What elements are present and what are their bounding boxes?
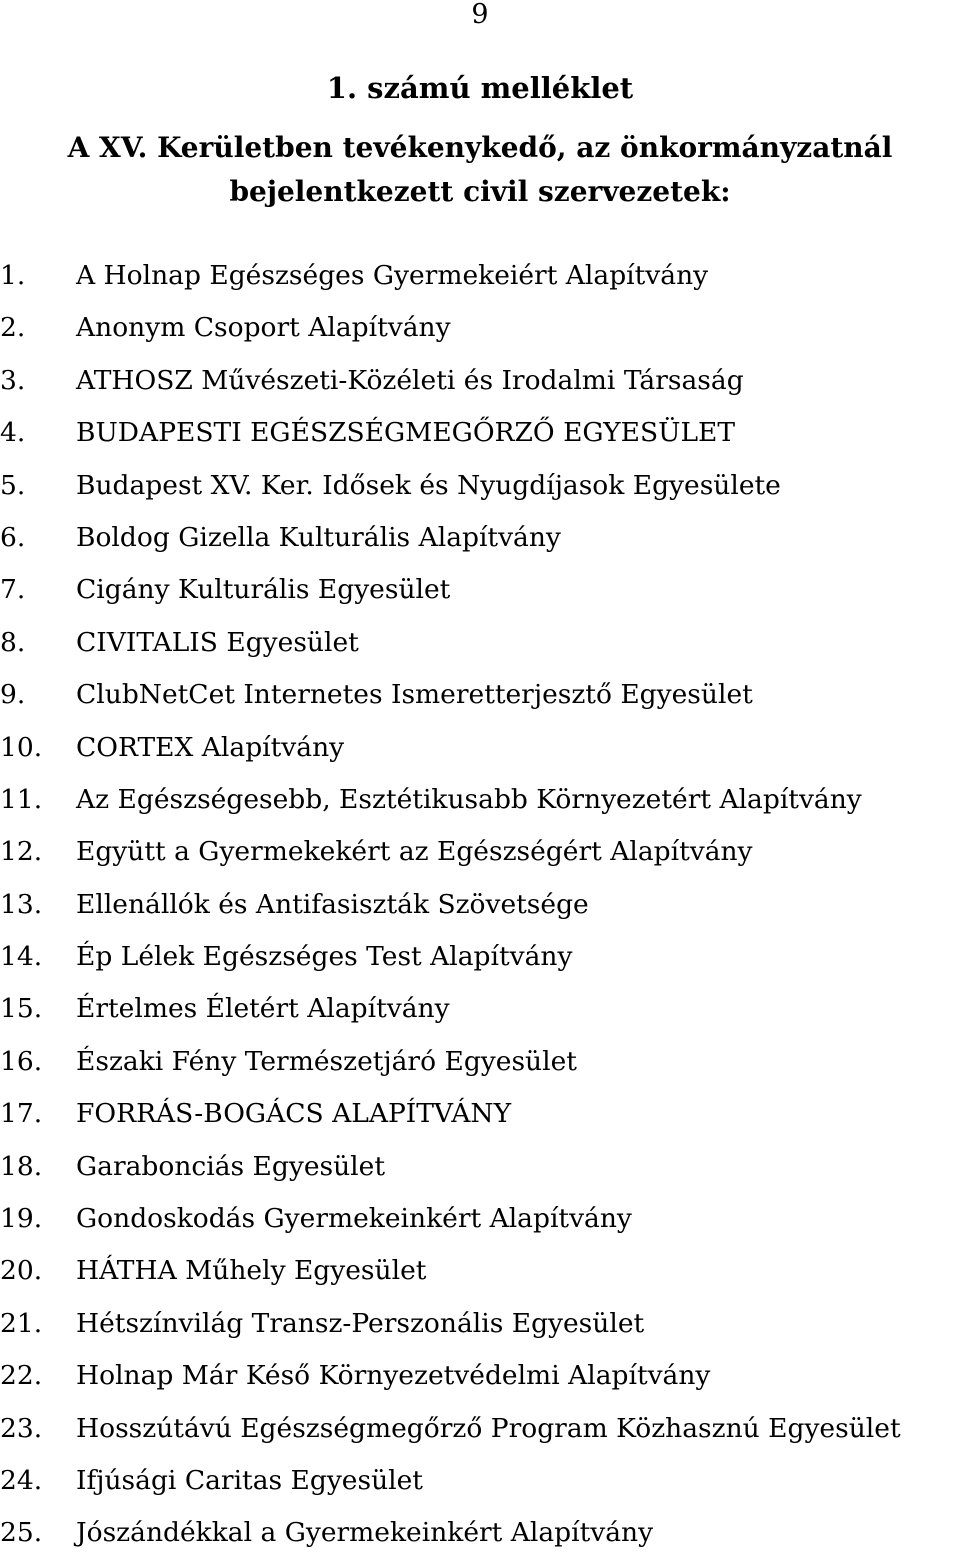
list-item-number: 18.: [0, 1150, 43, 1182]
list-item-name: Anonym Csoport Alapítvány: [76, 312, 451, 344]
list-item-number: 7.: [0, 574, 26, 606]
list-item-number: 2.: [0, 312, 26, 344]
list-item-name: Értelmes Életért Alapítvány: [76, 993, 450, 1025]
list-item-number: 13.: [0, 888, 43, 920]
list-item-number: 9.: [0, 679, 26, 711]
list-item-number: 5.: [0, 469, 26, 501]
list-item-number: 24.: [0, 1464, 43, 1496]
page-number: 9: [471, 0, 489, 30]
list-item-name: BUDAPESTI EGÉSZSÉGMEGŐRZŐ EGYESÜLET: [76, 417, 736, 449]
list-item-number: 15.: [0, 993, 43, 1025]
list-item-name: Budapest XV. Ker. Idősek és Nyugdíjasok Egyesülete: [76, 469, 781, 501]
list-item-number: 12.: [0, 836, 43, 868]
list-item-name: Ép Lélek Egészséges Test Alapítvány: [76, 941, 573, 973]
list-item-number: 19.: [0, 1203, 43, 1235]
list-item-name: ATHOSZ Művészeti-Közéleti és Irodalmi Társaság: [76, 364, 744, 396]
list-item-number: 4.: [0, 417, 26, 449]
list-item: [0, 826, 960, 878]
list-item-name: Hosszútávú Egészségmegőrző Program Közhasznú Egyesület: [76, 1412, 901, 1444]
heading-line: A XV. Kerületben tevékenykedő, az önkormányzatnál: [67, 131, 893, 164]
list-item: [0, 931, 960, 983]
list-item: [0, 1455, 960, 1507]
list-item: [0, 983, 960, 1035]
list-item-number: 23.: [0, 1412, 43, 1444]
list-item-number: 16.: [0, 1045, 43, 1077]
list-item-number: 21.: [0, 1307, 43, 1339]
list-item-name: Ellenállók és Antifasiszták Szövetsége: [76, 888, 589, 920]
list-item-name: Ifjúsági Caritas Egyesület: [76, 1464, 423, 1496]
list-item-name: FORRÁS-BOGÁCS ALAPÍTVÁNY: [76, 1098, 512, 1130]
list-item: [0, 512, 960, 564]
list-item: [0, 355, 960, 407]
list-item-name: CORTEX Alapítvány: [76, 731, 345, 763]
list-item-name: Boldog Gizella Kulturális Alapítvány: [76, 521, 561, 553]
list-item-name: Együtt a Gyermekekért az Egészségért Alapítvány: [76, 836, 753, 868]
list-item-number: 22.: [0, 1360, 43, 1392]
heading-line: bejelentkezett civil szervezetek:: [229, 175, 731, 208]
list-item-name: A Holnap Egészséges Gyermekeiért Alapítvány: [76, 260, 709, 291]
list-item-number: 11.: [0, 783, 43, 815]
list-item: [0, 774, 960, 826]
list-item: [0, 250, 960, 302]
list-item-name: Az Egészségesebb, Esztétikusabb Környezetért Alapítvány: [76, 783, 862, 815]
list-item-name: Hétszínvilág Transz-Perszonális Egyesület: [76, 1307, 645, 1339]
list-item: [0, 1403, 960, 1455]
list-item: [0, 1298, 960, 1350]
list-item-name: Északi Fény Természetjáró Egyesület: [76, 1045, 577, 1077]
list-item: [0, 722, 960, 774]
list-item-name: HÁTHA Műhely Egyesület: [76, 1255, 427, 1287]
list-item: [0, 1036, 960, 1088]
list-item-number: 14.: [0, 941, 43, 973]
list-item: [0, 407, 960, 459]
document-heading: [0, 126, 960, 214]
list-item-name: CIVITALIS Egyesület: [76, 626, 359, 658]
organization-list: [0, 250, 960, 1560]
list-item: [0, 1088, 960, 1140]
list-item: [0, 1245, 960, 1297]
list-item: [0, 669, 960, 721]
list-item-number: 6.: [0, 521, 26, 553]
list-item-name: Holnap Már Késő Környezetvédelmi Alapítvány: [76, 1360, 711, 1392]
list-item: [0, 460, 960, 512]
list-item: [0, 1141, 960, 1193]
list-item-number: 8.: [0, 626, 26, 658]
list-item-name: Cigány Kulturális Egyesület: [76, 574, 451, 606]
annex-title: 1. számú melléklet: [326, 71, 634, 105]
list-item-number: 10.: [0, 731, 43, 763]
list-item-number: 17.: [0, 1098, 43, 1130]
list-item-number: 3.: [0, 364, 26, 396]
list-item-number: 1.: [0, 260, 26, 291]
list-item: [0, 1193, 960, 1245]
list-item: [0, 1350, 960, 1402]
list-item-name: Gondoskodás Gyermekeinkért Alapítvány: [76, 1203, 632, 1235]
list-item-name: ClubNetCet Internetes Ismeretterjesztő Egyesület: [76, 679, 753, 711]
list-item: [0, 564, 960, 616]
list-item-name: Jószándékkal a Gyermekeinkért Alapítvány: [76, 1517, 654, 1549]
list-item: [0, 879, 960, 931]
list-item: [0, 1507, 960, 1559]
list-item: [0, 617, 960, 669]
list-item: [0, 302, 960, 354]
list-item-number: 25.: [0, 1517, 43, 1549]
list-item-number: 20.: [0, 1255, 43, 1287]
list-item-name: Garabonciás Egyesület: [76, 1150, 385, 1182]
